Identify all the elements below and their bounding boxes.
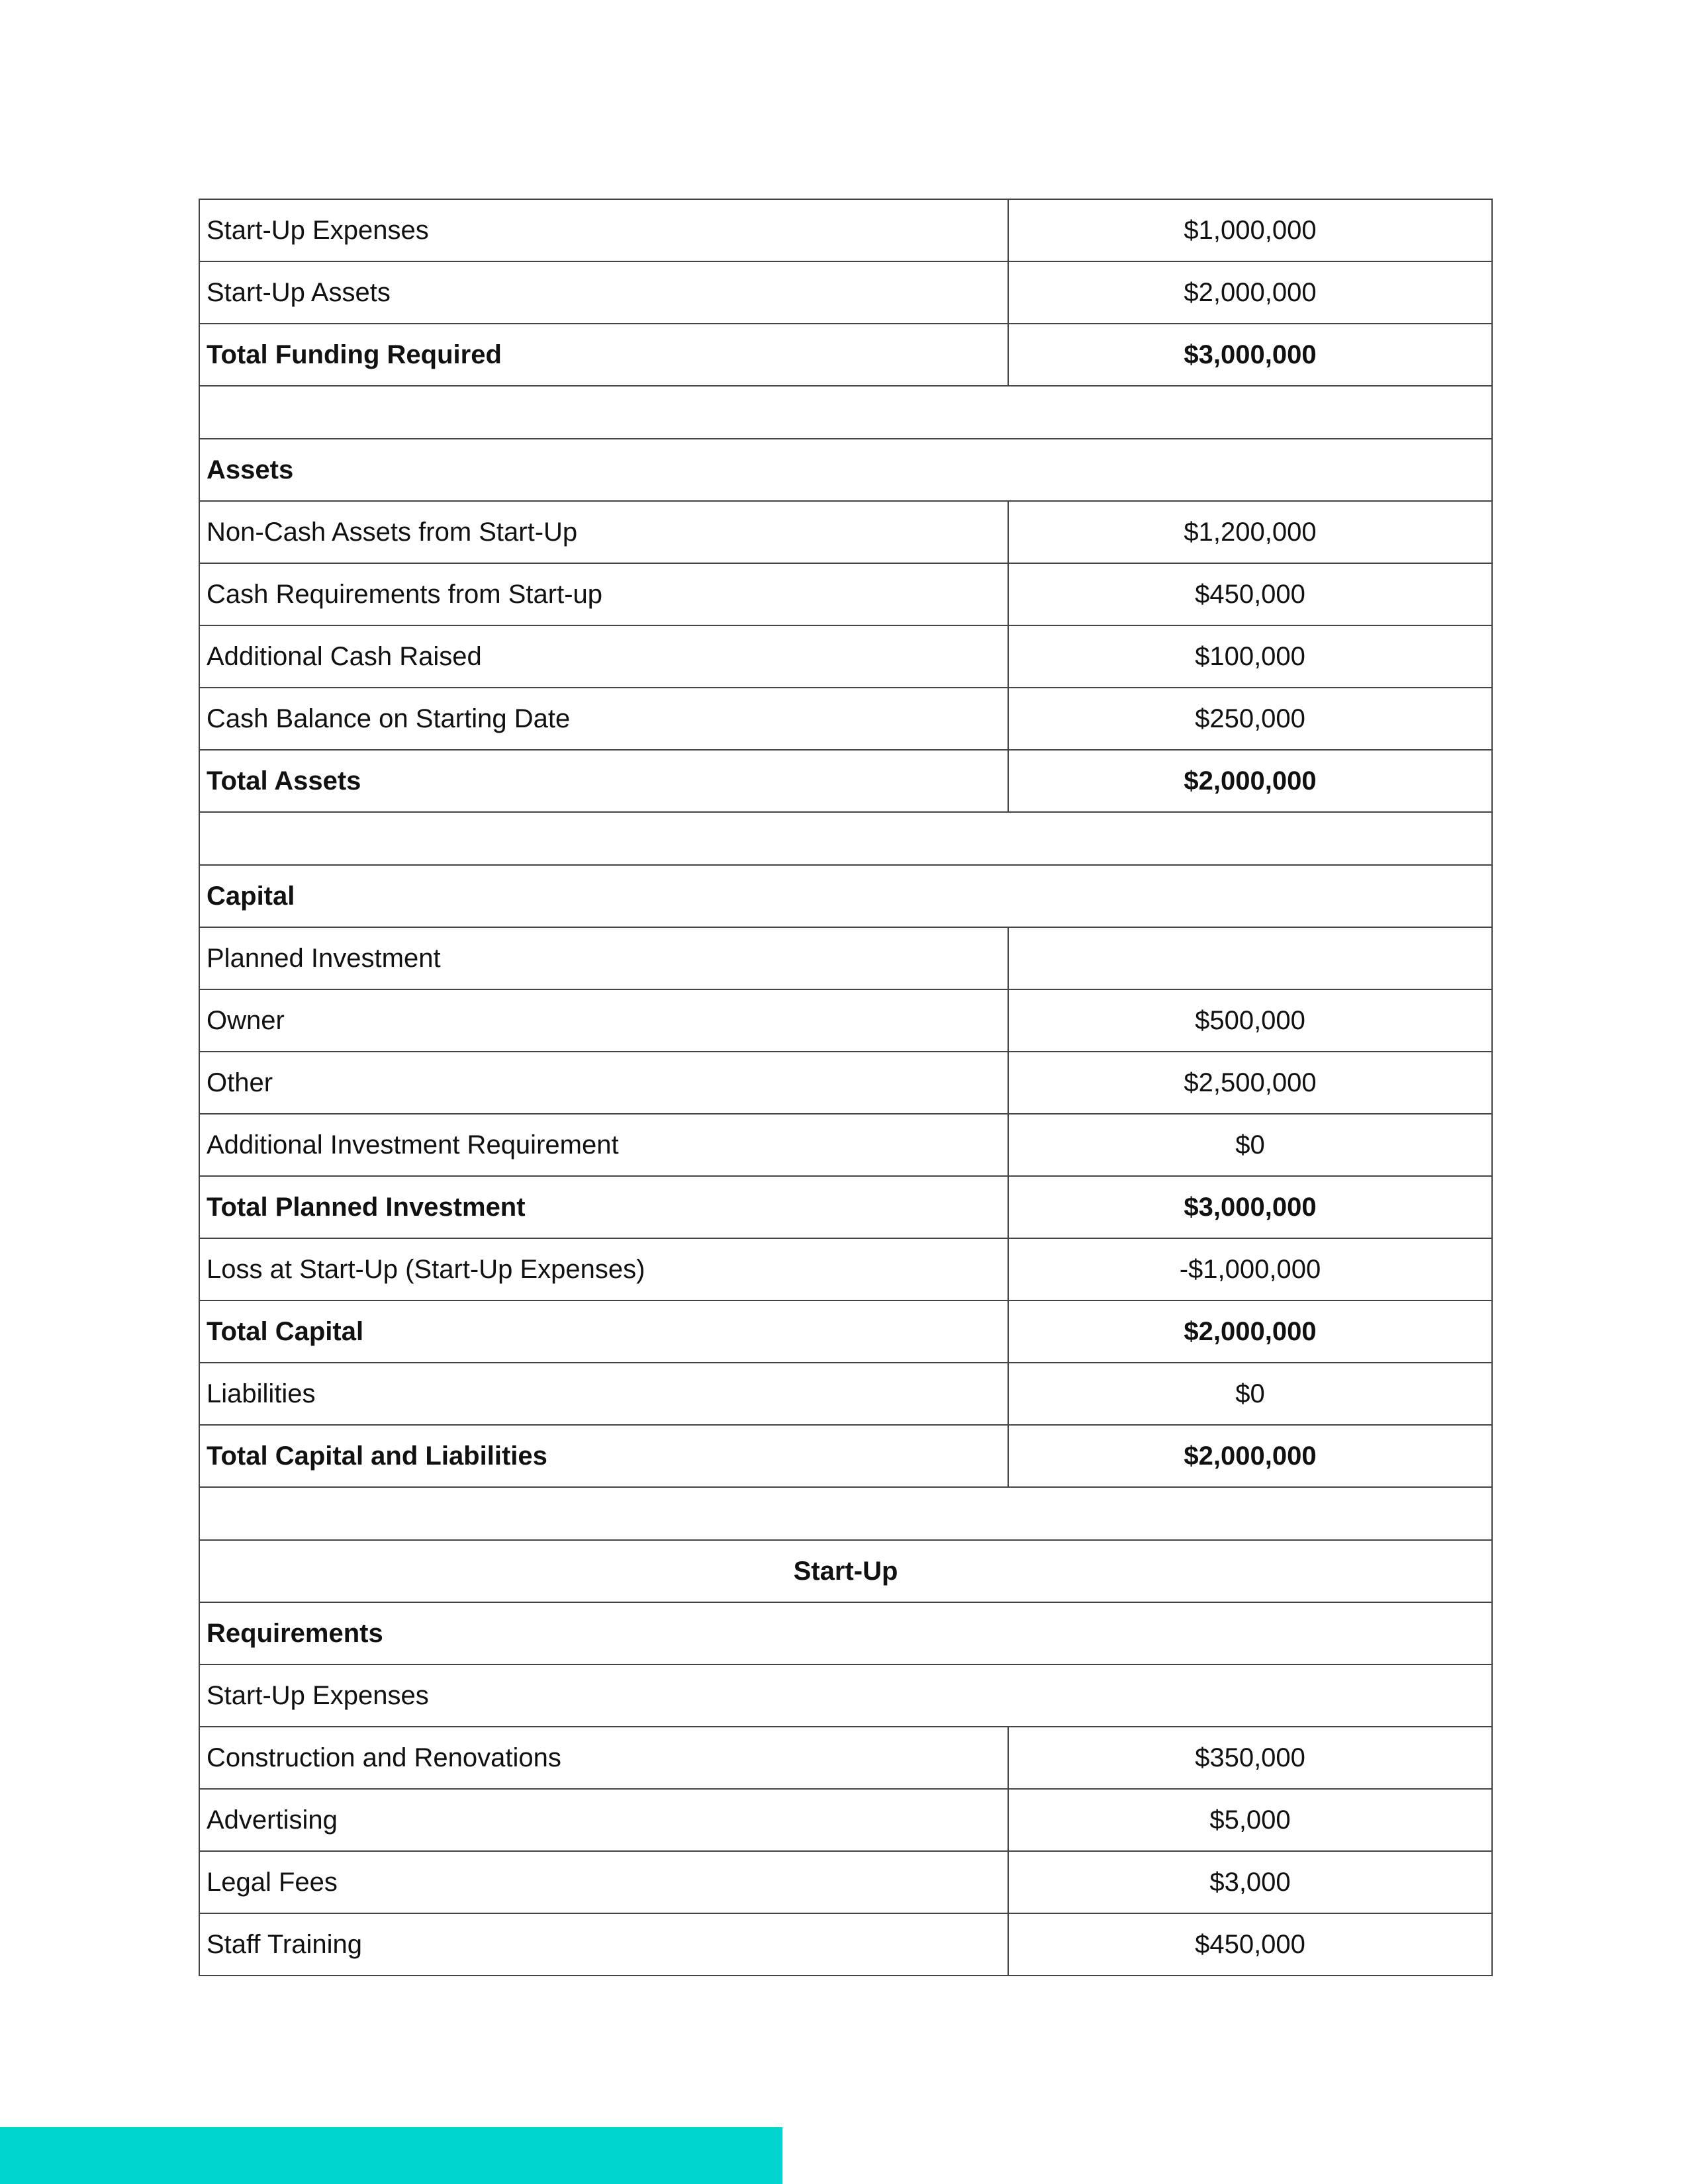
subsection-header-startup-expenses: Start-Up Expenses xyxy=(199,1664,1492,1727)
row-value: $350,000 xyxy=(1008,1727,1492,1789)
table-row-total xyxy=(199,1425,1492,1487)
table-row xyxy=(199,1363,1492,1425)
spacer-cell xyxy=(199,812,1492,865)
footer-accent-bar xyxy=(0,2127,782,2184)
spacer-row xyxy=(199,812,1492,865)
row-label: Construction and Renovations xyxy=(199,1727,1008,1789)
row-label: Other xyxy=(199,1052,1008,1114)
table-row-total xyxy=(199,1176,1492,1238)
table-row xyxy=(199,1913,1492,1976)
row-label: Legal Fees xyxy=(199,1851,1008,1913)
table-row xyxy=(199,1052,1492,1114)
row-label: Cash Balance on Starting Date xyxy=(199,688,1008,750)
row-value: $2,000,000 xyxy=(1008,261,1492,324)
spacer-row xyxy=(199,386,1492,439)
row-label: Start-Up Expenses xyxy=(199,199,1008,261)
table-row xyxy=(199,688,1492,750)
row-value: $0 xyxy=(1008,1363,1492,1425)
section-header-capital: Capital xyxy=(199,865,1492,927)
row-label: Start-Up Assets xyxy=(199,261,1008,324)
row-label: Advertising xyxy=(199,1789,1008,1851)
section-header-requirements: Requirements xyxy=(199,1602,1492,1664)
row-label: Planned Investment xyxy=(199,927,1008,989)
row-value: $450,000 xyxy=(1008,1913,1492,1976)
startup-funding-table xyxy=(199,199,1493,1976)
table-row-total xyxy=(199,1300,1492,1363)
table-row xyxy=(199,1238,1492,1300)
row-value: $3,000,000 xyxy=(1008,1176,1492,1238)
row-label: Owner xyxy=(199,989,1008,1052)
row-label: Total Capital xyxy=(199,1300,1008,1363)
table-row xyxy=(199,1114,1492,1176)
row-value: $450,000 xyxy=(1008,563,1492,625)
row-value: $100,000 xyxy=(1008,625,1492,688)
row-value xyxy=(1008,927,1492,989)
row-value: $3,000,000 xyxy=(1008,324,1492,386)
section-title-startup: Start-Up xyxy=(199,1540,1492,1602)
row-value: $1,000,000 xyxy=(1008,199,1492,261)
section-header-row xyxy=(199,1602,1492,1664)
row-label: Loss at Start-Up (Start-Up Expenses) xyxy=(199,1238,1008,1300)
table-row xyxy=(199,261,1492,324)
spacer-cell xyxy=(199,386,1492,439)
table-row-total xyxy=(199,324,1492,386)
row-value: $500,000 xyxy=(1008,989,1492,1052)
row-value: $3,000 xyxy=(1008,1851,1492,1913)
row-label: Staff Training xyxy=(199,1913,1008,1976)
row-value: $2,500,000 xyxy=(1008,1052,1492,1114)
row-value: $1,200,000 xyxy=(1008,501,1492,563)
row-label: Non-Cash Assets from Start-Up xyxy=(199,501,1008,563)
table-row xyxy=(199,1851,1492,1913)
row-value: $250,000 xyxy=(1008,688,1492,750)
row-label: Additional Investment Requirement xyxy=(199,1114,1008,1176)
table-row xyxy=(199,563,1492,625)
table-row xyxy=(199,989,1492,1052)
spacer-row xyxy=(199,1487,1492,1540)
row-label: Liabilities xyxy=(199,1363,1008,1425)
table-row xyxy=(199,1727,1492,1789)
row-value: $0 xyxy=(1008,1114,1492,1176)
subsection-header-row xyxy=(199,1664,1492,1727)
row-label: Cash Requirements from Start-up xyxy=(199,563,1008,625)
row-value: $5,000 xyxy=(1008,1789,1492,1851)
row-value: $2,000,000 xyxy=(1008,1425,1492,1487)
row-label: Total Planned Investment xyxy=(199,1176,1008,1238)
row-value: $2,000,000 xyxy=(1008,1300,1492,1363)
spacer-cell xyxy=(199,1487,1492,1540)
row-value: $2,000,000 xyxy=(1008,750,1492,812)
row-label: Total Capital and Liabilities xyxy=(199,1425,1008,1487)
section-title-row xyxy=(199,1540,1492,1602)
row-label: Total Assets xyxy=(199,750,1008,812)
section-header-assets: Assets xyxy=(199,439,1492,501)
table-row xyxy=(199,625,1492,688)
table-row-total xyxy=(199,750,1492,812)
section-header-row xyxy=(199,439,1492,501)
table-row xyxy=(199,199,1492,261)
section-header-row xyxy=(199,865,1492,927)
table-row xyxy=(199,1789,1492,1851)
table-row xyxy=(199,927,1492,989)
table-row xyxy=(199,501,1492,563)
row-label: Total Funding Required xyxy=(199,324,1008,386)
row-value: -$1,000,000 xyxy=(1008,1238,1492,1300)
row-label: Additional Cash Raised xyxy=(199,625,1008,688)
